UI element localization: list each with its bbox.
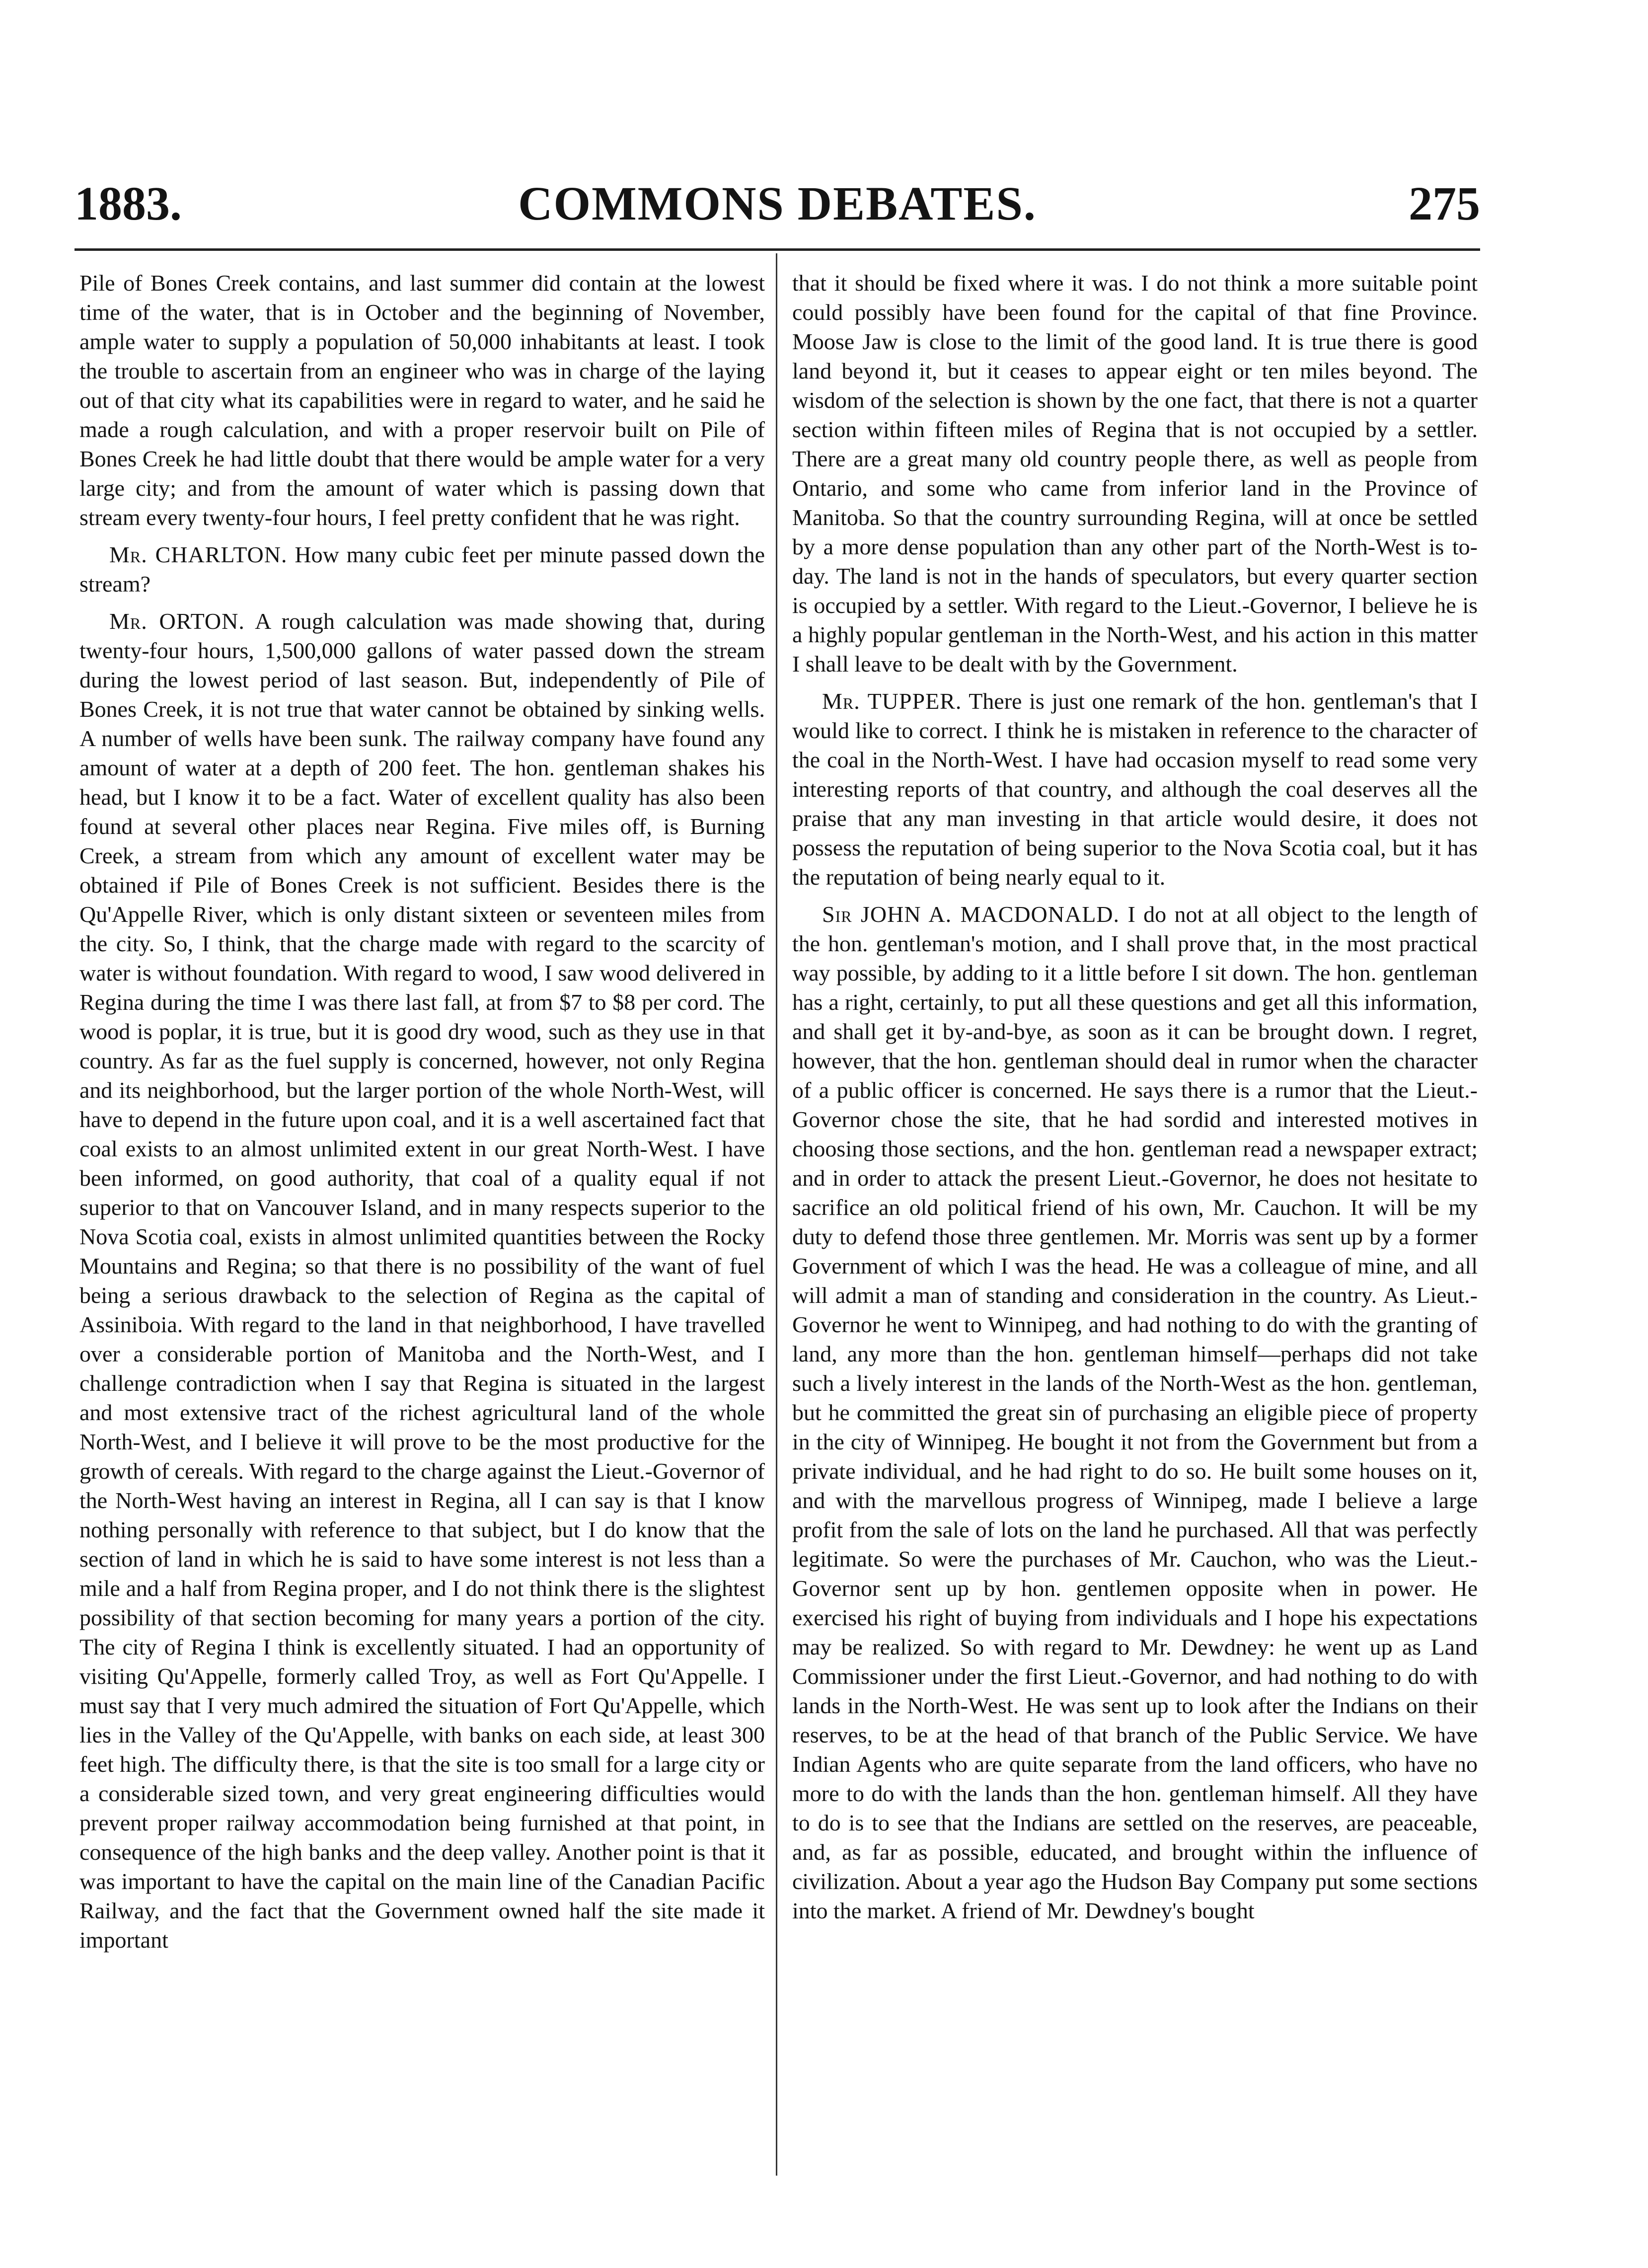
paragraph-text: Pile of Bones Creek contains, and last summer did contain at the lowest time of the water, that is in October and the beginning of November, ample water to supply a population of 50,000 inhabitants at least. I took the trouble to ascertain from an engineer who was in charge of the laying out of that city what its capabilities were in regard to water, and he said he made a rough calculation, and with a proper reservoir built on Pile of Bones Creek he had little doubt that there would be ample water for a very large city; and from the amount of water which is passing down that stream every twenty-four hours, I feel pretty confident that he was right.: [79, 270, 765, 530]
speaker-name: Mr. ORTON.: [109, 608, 245, 634]
page-number: 275: [1409, 177, 1480, 230]
header-year: 1883.: [75, 177, 182, 230]
paragraph: [79, 268, 765, 532]
left-column: [79, 268, 765, 2186]
speaker-name: Mr. TUPPER.: [822, 688, 962, 714]
speaker-name: Sir JOHN A. MACDONALD.: [822, 902, 1120, 927]
right-column: [792, 268, 1478, 2186]
column-divider: [776, 253, 777, 2176]
paragraph-text: I do not at all object to the length of the hon. gentleman's motion, and I shall prove that, in the most practical way possible, by adding to it a little before I sit down. The hon. gentleman has a right, certainly, to put all these questions and get all this information, and shall get it by-and-bye, as soon as it can be brought down. I regret, however, that the hon. gentleman should deal in rumor when the character of a public officer is concerned. He says there is a rumor that the Lieut.-Governor chose the site, that he had sordid and interested motives in choosing those sections, and the hon. gentleman read a newspaper extract; and in order to attack the present Lieut.-Governor, he does not hesitate to sacrifice an old political friend of his own, Mr. Cauchon. It will be my duty to defend those three gentlemen. Mr. Morris was sent up by a former Government of which I was the head. He was a colleague of mine, and all will admit a man of standing and consideration in the country. As Lieut.-Governor he went to Winnipeg, and had nothing to do with the granting of land, any more than the hon. gentleman himself—perhaps did not take such a lively interest in the lands of the North-West as the hon. gentleman, but he committed the great sin of purchasing an eligible piece of property in the city of Winnipeg. He bought it not from the Government but from a private individual, and he had right to do so. He built some houses on it, and with the marvellous progress of Winnipeg, made I believe a large profit from the sale of lots on the land he purchased. All that was perfectly legitimate. So were the purchases of Mr. Cauchon, who was the Lieut.-Governor sent up by hon. gentlemen opposite when in power. He exercised his right of buying from individuals and I hope his expectations may be realized. So with regard to Mr. Dewdney: he went up as Land Commissioner under the first Lieut.-Governor, and had nothing to do with lands in the North-West. He was sent up to look after the Indians on their reserves, to be at the head of that branch of the Public Service. We have Indian Agents who are quite separate from the land officers, who have no more to do with the lands than the hon. gentleman himself. All they have to do is to see that the Indians are settled on the reserves, are peaceable, and, as far as possible, educated, and brought within the influence of civilization. About a year ago the Hudson Bay Company put some sections into the market. A friend of Mr. Dewdney's bought: [792, 902, 1478, 1923]
paragraph: [792, 900, 1478, 1925]
paragraph-text: that it should be fixed where it was. I do not think a more suitable point could possibly have been found for the capital of that fine Province. Moose Jaw is close to the limit of the good land. It is true there is good land beyond it, but it ceases to appear eight or ten miles beyond. The wisdom of the selection is shown by the one fact, that there is not a quarter section within fifteen miles of Regina that is not occupied by a settler. There are a great many old country people there, as well as people from Ontario, and some who came from inferior land in the Province of Manitoba. So that the country surrounding Regina, will at once be settled by a more dense population than any other part of the North-West is to-day. The land is not in the hands of speculators, but every quarter section is occupied by a settler. With regard to the Lieut.-Governor, I believe he is a highly popular gentleman in the North-West, and his action in this matter I shall leave to be dealt with by the Government.: [792, 270, 1478, 677]
paragraph-text: There is just one remark of the hon. gentleman's that I would like to correct. I think he is mistaken in reference to the character of the coal in the North-West. I have had occasion myself to read some very interesting reports of that country, and although the coal deserves all the praise that any man investing in that article would desire, it does not possess the reputation of being superior to the Nova Scotia coal, but it has the reputation of being nearly equal to it.: [792, 688, 1478, 890]
header-rule: [75, 248, 1480, 251]
paragraph: [792, 268, 1478, 679]
speaker-name: Mr. CHARLTON.: [109, 542, 288, 567]
paragraph-text: A rough calculation was made showing that, during twenty-four hours, 1,500,000 gallons of water passed down the stream during the lowest period of last season. But, independently of Pile of Bones Creek, it is not true that water cannot be obtained by sinking wells. A number of wells have been sunk. The railway company have found any amount of water at a depth of 200 feet. The hon. gentleman shakes his head, but I know it to be a fact. Water of excellent quality has also been found at several other places near Regina. Five miles off, is Burning Creek, a stream from which any amount of excellent water may be obtained if Pile of Bones Creek is not sufficient. Besides there is the Qu'Appelle River, which is only distant sixteen or seventeen miles from the city. So, I think, that the charge made with regard to the scarcity of water is without foundation. With regard to wood, I saw wood delivered in Regina during the time I was there last fall, at from $7 to $8 per cord. The wood is poplar, it is true, but it is good dry wood, such as they use in that country. As far as the fuel supply is concerned, however, not only Regina and its neighborhood, but the larger portion of the whole North-West, will have to depend in the future upon coal, and it is a well ascertained fact that coal exists to an almost unlimited extent in our great North-West. I have been informed, on good authority, that coal of a quality equal if not superior to that on Vancouver Island, and in many respects superior to the Nova Scotia coal, exists in almost unlimited quantities between the Rocky Mountains and Regina; so that there is no possibility of the want of fuel being a serious drawback to the selection of Regina as the capital of Assiniboia. With regard to the land in that neighborhood, I have travelled over a considerable portion of Manitoba and the North-West, and I challenge contradiction when I say that Regina is situated in the largest and most extensive tract of the richest agricultural land of the whole North-West, and I believe it will prove to be the most productive for the growth of cereals. With regard to the charge against the Lieut.-Governor of the North-West having an interest in Regina, all I can say is that I know nothing personally with reference to that subject, but I do know that the section of land in which he is said to have some interest is not less than a mile and a half from Regina proper, and I do not think there is the slightest possibility of that section becoming for many years a portion of the city. The city of Regina I think is excellently situated. I had an opportunity of visiting Qu'Appelle, formerly called Troy, as well as Fort Qu'Appelle. I must say that I very much admired the situation of Fort Qu'Appelle, which lies in the Valley of the Qu'Appelle, with banks on each side, at least 300 feet high. The difficulty there, is that the site is too small for a large city or a considerable sized town, and very great engineering difficulties would prevent proper railway accommodation being furnished at that point, in consequence of the high banks and the deep valley. Another point is that it was important to have the capital on the main line of the Canadian Pacific Railway, and the fact that the Government owned half the site made it important: [79, 608, 765, 1953]
paragraph: [792, 686, 1478, 892]
paragraph-text: How many cubic feet per minute passed down the stream?: [79, 542, 765, 597]
page-header: [75, 164, 1480, 243]
header-title: COMMONS DEBATES.: [518, 177, 1037, 230]
paragraph: [79, 540, 765, 599]
paragraph: [79, 606, 765, 1955]
